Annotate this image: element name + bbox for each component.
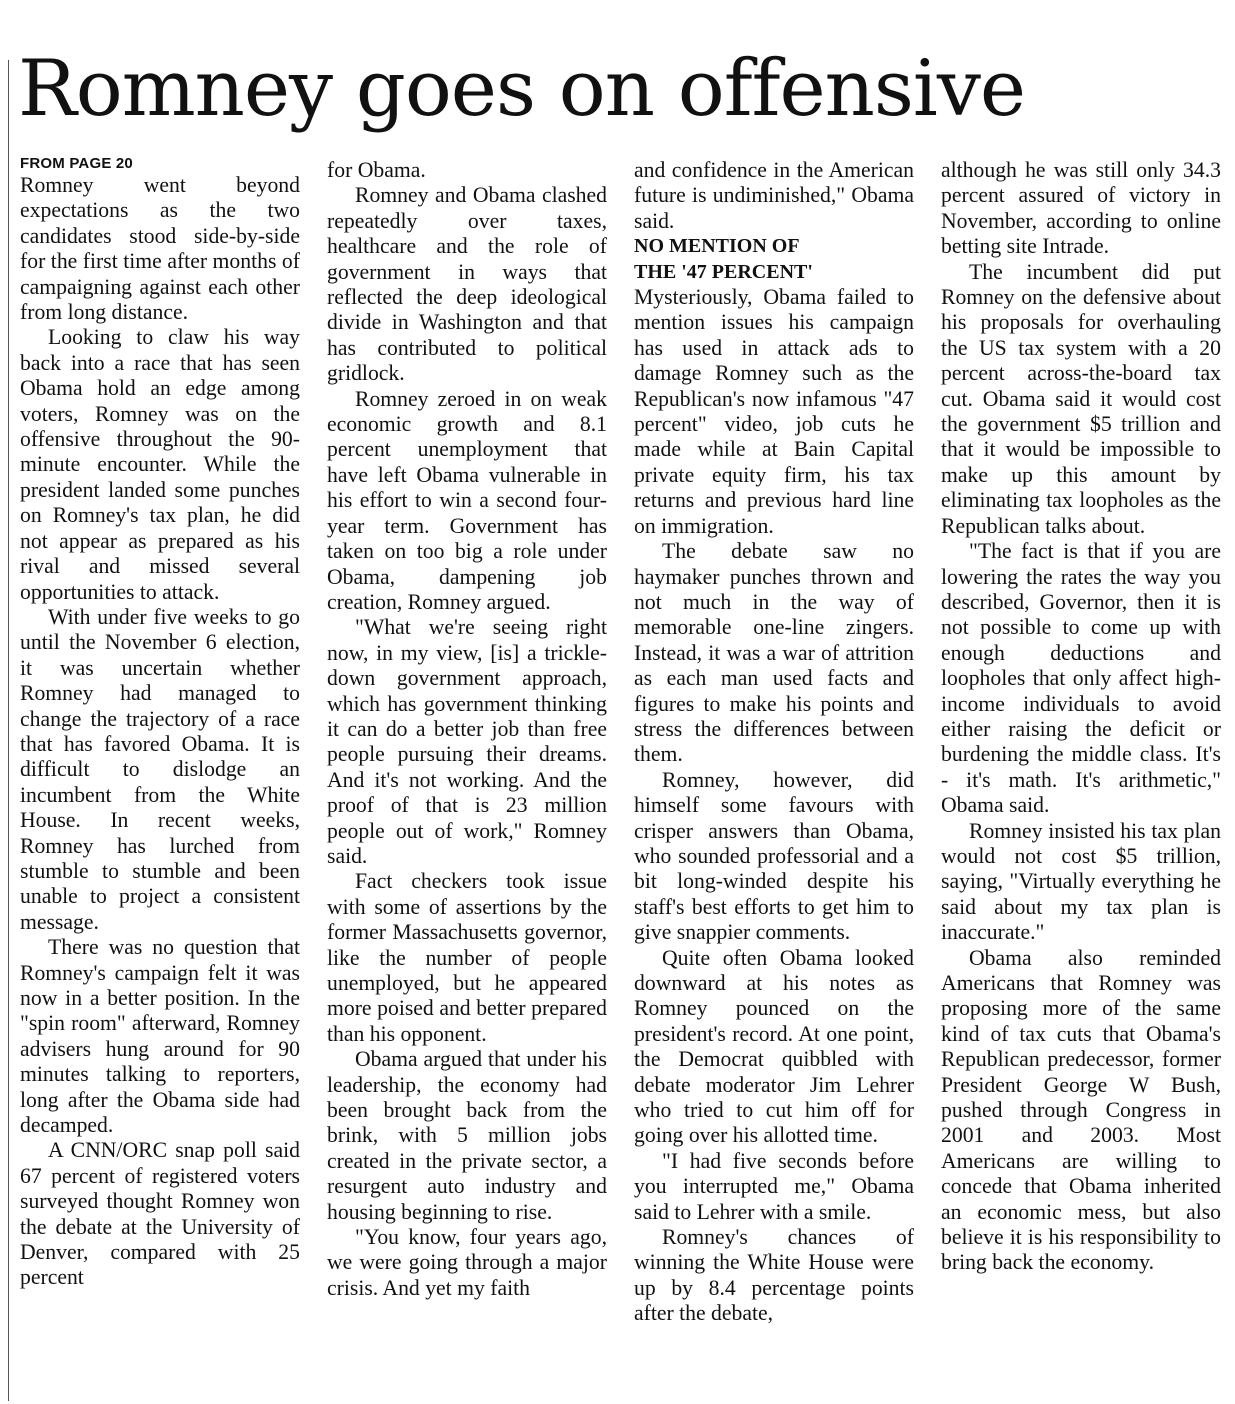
paragraph: There was no question that Romney's campaign felt it was now in a better position. In the "spin room" afterward, Romney advisers hung around for 90 minutes talking to reporters, long after the Obama side had decamped. <box>20 935 300 1138</box>
paragraph: Romney and Obama clashed repeatedly over taxes, healthcare and the role of government in ways that reflected the deep ideological divide in Washington and that has contributed to political gridlock. <box>327 183 607 386</box>
paragraph: although he was still only 34.3 percent assured of victory in November, according to online betting site Intrade. <box>941 158 1221 259</box>
subhead-line: THE '47 PERCENT' <box>634 260 813 283</box>
column-4 <box>941 158 1221 1404</box>
paragraph: "The fact is that if you are lowering the rates the way you described, Governor, then it is not possible to come up with enough deductions and loopholes that only affect high-income individuals to avoid either raising the deficit or burdening the middle class. It's - it's math. It's arithmetic," Obama said. <box>941 539 1221 818</box>
paragraph: Mysteriously, Obama failed to mention issues his campaign has used in attack ads to damage Romney such as the Republican's now infamous "47 percent" video, job cuts he made while at Bain Capital private equity firm, his tax returns and previous hard line on immigration. <box>634 285 914 538</box>
paragraph: Fact checkers took issue with some of assertions by the former Massachusetts governor, like the number of people unemployed, but he appeared more poised and better prepared than his opponent. <box>327 869 607 1046</box>
column-3 <box>634 158 914 1404</box>
paragraph: Romney zeroed in on weak economic growth and 8.1 percent unemployment that have left Obama vulnerable in his effort to win a second four-year term. Government has taken on too big a role under Obama, dampening job creation, Romney argued. <box>327 386 607 614</box>
paragraph: "You know, four years ago, we were going through a major crisis. And yet my faith <box>327 1225 607 1300</box>
column-rule <box>8 60 9 1401</box>
paragraph: The debate saw no haymaker punches thrown and not much in the way of memorable one-line zingers. Instead, it was a war of attrition as each man used facts and figures to make his points and stress the differences between them. <box>634 539 914 767</box>
paragraph: Romney went beyond expectations as the two candidates stood side-by-side for the first time after months of campaigning against each other from long distance. <box>20 173 300 325</box>
paragraph: Romney insisted his tax plan would not cost $5 trillion, saying, "Virtually everything he said about my tax plan is inaccurate." <box>941 818 1221 945</box>
headline: Romney goes on offensive <box>18 44 1026 134</box>
paragraph: for Obama. <box>327 158 426 182</box>
paragraph: Looking to claw his way back into a race that has seen Obama hold an edge among voters, Romney was on the offensive throughout the 90-minute encounter. While the president landed some punches on Romney's tax plan, he did not appear as prepared as his rival and missed several opportunities to attack. <box>20 325 300 604</box>
paragraph: The incumbent did put Romney on the defensive about his proposals for overhauling the US tax system with a 20 percent across-the-board tax cut. Obama said it would cost the government $5 trillion and that it would be impossible to make up this amount by eliminating tax loopholes as the Republican talks about. <box>941 259 1221 538</box>
paragraph: Romney's chances of winning the White House were up by 8.4 percentage points after the debate, <box>634 1225 914 1326</box>
paragraph: Obama argued that under his leadership, the economy had been brought back from the brink, with 5 million jobs created in the private sector, a resurgent auto industry and housing beginning to rise. <box>327 1047 607 1224</box>
paragraph: Quite often Obama looked downward at his notes as Romney pounced on the president's record. At one point, the Democrat quibbled with debate moderator Jim Lehrer who tried to cut him off for going over his allotted time. <box>634 945 914 1148</box>
kicker: FROM PAGE 20 <box>20 155 133 172</box>
column-2 <box>327 158 607 1404</box>
paragraph: Romney, however, did himself some favours with crisper answers than Obama, who sounded professorial and a bit long-winded despite his staff's best efforts to get him to give snappier comments. <box>634 767 914 945</box>
paragraph: Obama also reminded Americans that Romney was proposing more of the same kind of tax cuts that Obama's Republican predecessor, former President George W Bush, pushed through Congress in 2001 and 2003. Most Americans are willing to concede that Obama inherited an economic mess, but also believe it is his responsibility to bring back the economy. <box>941 945 1221 1275</box>
paragraph: "I had five seconds before you interrupted me," Obama said to Lehrer with a smile. <box>634 1148 914 1224</box>
paragraph: A CNN/ORC snap poll said 67 percent of registered voters surveyed thought Romney won the debate at the University of Denver, compared with 25 percent <box>20 1138 300 1290</box>
column-1 <box>20 155 300 1401</box>
paragraph: and confidence in the American future is undiminished," Obama said. <box>634 158 914 233</box>
subhead-line: NO MENTION OF <box>634 235 800 258</box>
paragraph: "What we're seeing right now, in my view, [is] a trickle-down government approach, which has government thinking it can do a better job than free people pursuing their dreams. And it's not working. And the proof of that is 23 million people out of work," Romney said. <box>327 615 607 868</box>
paragraph: With under five weeks to go until the November 6 election, it was uncertain whether Romney had managed to change the trajectory of a race that has favored Obama. It is difficult to dislodge an incumbent from the White House. In recent weeks, Romney has lurched from stumble to stumble and been unable to project a consistent message. <box>20 604 300 934</box>
